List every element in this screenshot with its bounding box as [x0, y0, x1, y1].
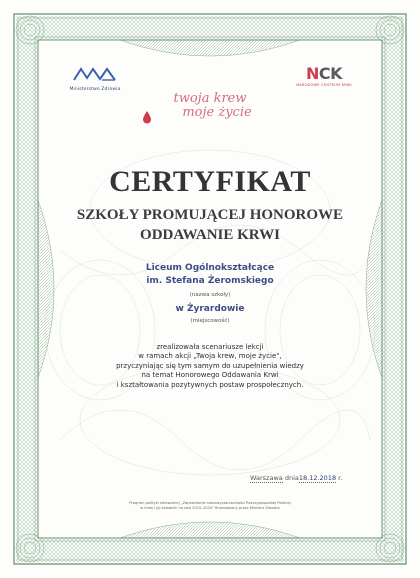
- ministry-caption: Ministerstwo Zdrowia: [69, 87, 121, 92]
- body-line-2: w ramach akcji „Twoja krew, moje życie",: [138, 352, 282, 361]
- nck-caption: NARODOWE CENTRUM KRWI: [296, 83, 352, 87]
- certificate-body: [85, 343, 335, 390]
- subtitle-line-2: ODDAWANIE KRWI: [140, 227, 280, 243]
- subtitle-line-1: SZKOŁY PROMUJĄCEJ HONOROWE: [76, 207, 344, 223]
- body-line-1: zrealizowała scenariusze lekcji: [156, 343, 264, 351]
- program-footer: [80, 501, 340, 511]
- school-name: [60, 262, 360, 288]
- date-value: 18.12.2018: [298, 474, 337, 482]
- school-name-line-1: Liceum Ogólnokształcące: [145, 263, 275, 273]
- nck-logo: [293, 66, 355, 87]
- dnia-label: dnia: [284, 474, 299, 482]
- place-date: [250, 474, 370, 483]
- campaign-line-2: moje życie: [182, 105, 252, 120]
- school-name-caption: (nazwa szkoły): [189, 292, 231, 298]
- body-line-3: przyczyniając się tym samym do uzupełnienia wiedzy: [116, 361, 304, 370]
- school-city: w Żyrardowie: [175, 304, 245, 314]
- campaign-logo: [142, 92, 278, 120]
- footer-line-2: w krew i jej składniki na lata 2015–2020" finansowany przez Ministra Zdrowia: [140, 506, 280, 510]
- ministry-logo: [60, 66, 130, 92]
- footer-line-1: Program polityki zdrowotnej „Zapewnienie samowystarczalności Rzeczypospolitej Polskiej: [129, 501, 291, 505]
- nck-letter-n: N: [305, 64, 319, 83]
- certificate-subtitle: [40, 205, 380, 245]
- ministry-mark-icon: [72, 66, 118, 82]
- body-line-5: i kształtowania pozytywnych postaw prospołecznych.: [116, 380, 304, 389]
- body-line-4: na temat Honorowego Oddawania Krwi: [141, 371, 279, 380]
- school-name-line-2: im. Stefana Żeromskiego: [146, 276, 274, 286]
- campaign-line-1: twoja krew: [173, 91, 247, 106]
- year-suffix: r.: [338, 474, 343, 482]
- place: Warszawa: [250, 474, 283, 482]
- certificate-title: CERTYFIKAT: [109, 165, 311, 198]
- city-caption: (miejscowość): [190, 318, 230, 324]
- nck-letters-ck: CK: [318, 64, 343, 83]
